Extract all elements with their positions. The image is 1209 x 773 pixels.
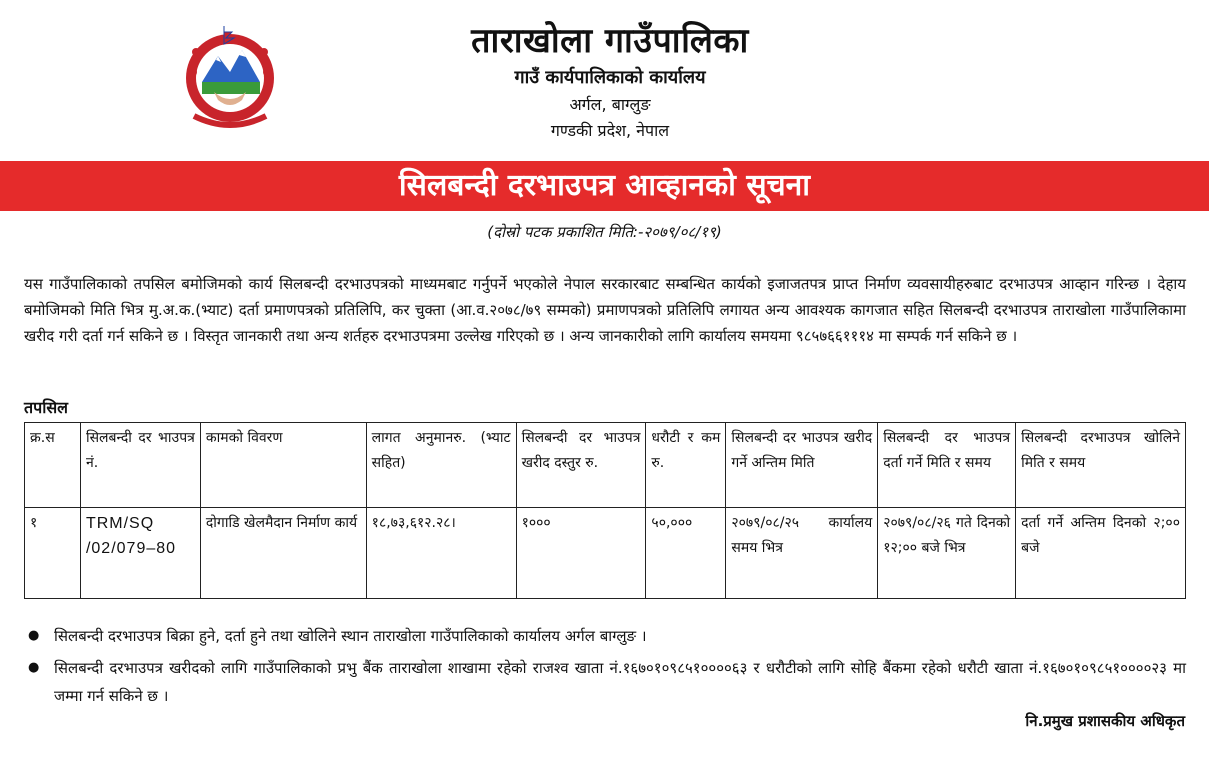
bullet-icon: ● <box>28 628 40 643</box>
bullet-icon: ● <box>28 660 40 675</box>
office-subtitle: गाउँ कार्यपालिकाको कार्यालय <box>514 67 706 88</box>
note-text: सिलबन्दी दरभाउपत्र खरीदको लागि गाउँपालिकाको प्रभु बैंक ताराखोला शाखामा रहेको राजश्व खाता नं.१६७०१०९८५१००००६३ र धरौटीको लागि सोहि बैंकमा रहेको धरौटी खाता नं.१६७०१०९८५१००००२३ मा जम्मा गर्न सकिने छ । <box>54 659 1186 705</box>
letterhead-text <box>330 18 890 144</box>
office-name: ताराखोला गाउँपालिका <box>471 21 749 61</box>
nepal-government-emblem-icon <box>178 22 282 134</box>
header-purchase-deadline: सिलबन्दी दर भाउपत्र खरीद गर्ने अन्तिम मिति <box>726 423 878 508</box>
cell-purchase-deadline: २०७९/०८/२५ कार्यालय समय भित्र <box>726 508 878 599</box>
notes-list <box>24 622 1186 714</box>
schedule-title: तपसिल <box>24 398 69 417</box>
table-row <box>25 508 1186 599</box>
cell-opening-date: दर्ता गर्ने अन्तिम दिनको २;०० बजे <box>1016 508 1186 599</box>
letterhead <box>0 0 1209 160</box>
header-serial: क्र.स <box>25 423 81 508</box>
cell-cost-estimate: १८,७३,६१२.२८। <box>366 508 516 599</box>
header-registration-date: सिलबन्दी दर भाउपत्र दर्ता गर्ने मिति र समय <box>878 423 1016 508</box>
signature-line: नि.प्रमुख प्रशासकीय अधिकृत <box>1025 712 1185 730</box>
publication-date: (दोस्रो पटक प्रकाशित मिति:-२०७९/०८/१९) <box>487 223 722 241</box>
tender-schedule-table <box>24 422 1186 599</box>
header-cost-estimate: लागत अनुमानरु. (भ्याट सहित) <box>366 423 516 508</box>
cell-bid-number: TRM/SQ /02/079–80 <box>80 508 200 599</box>
header-work-description: कामको विवरण <box>200 423 366 508</box>
list-item <box>24 622 1186 650</box>
cell-serial: १ <box>25 508 81 599</box>
notice-title-banner: सिलबन्दी दरभाउपत्र आव्हानको सूचना <box>0 161 1209 211</box>
address-line-2: गण्डकी प्रदेश, नेपाल <box>550 121 670 140</box>
cell-work-description: दोगाडि खेलमैदान निर्माण कार्य <box>200 508 366 599</box>
cell-deposit: ५०,००० <box>646 508 726 599</box>
header-bid-number: सिलबन्दी दर भाउपत्र नं. <box>80 423 200 508</box>
address-line-1: अर्गल, बाग्लुङ <box>569 95 651 114</box>
list-item <box>24 654 1186 710</box>
note-text: सिलबन्दी दरभाउपत्र बिक्रा हुने, दर्ता हुने तथा खोलिने स्थान ताराखोला गाउँपालिकाको कार्यालय अर्गल बाग्लुङ । <box>54 627 647 645</box>
header-opening-date: सिलबन्दी दरभाउपत्र खोलिने मिति र समय <box>1016 423 1186 508</box>
header-purchase-fee: सिलबन्दी दर भाउपत्र खरीद दस्तुर रु. <box>516 423 646 508</box>
cell-registration-date: २०७९/०८/२६ गते दिनको १२;०० बजे भित्र <box>878 508 1016 599</box>
table-header-row <box>25 423 1186 508</box>
cell-purchase-fee: १००० <box>516 508 646 599</box>
header-deposit: धरौटी र कम रु. <box>646 423 726 508</box>
notice-body: यस गाउँपालिकाको तपसिल बमोजिमको कार्य सिलबन्दी दरभाउपत्रको माध्यमबाट गर्नुपर्ने भएकोले नेपाल सरकारबाट सम्बन्धित कार्यको इजाजतपत्र प्राप्त निर्माण व्यवसायीहरुबाट दरभाउपत्र आव्हान गरिन्छ । देहाय बमोजिमको मिति भित्र मु.अ.क.(भ्याट) दर्ता प्रमाणपत्रको प्रतिलिपि, कर चुक्ता (आ.व.२०७८/७९ सम्मको) प्रमाणपत्रको प्रतिलिपि लगायत अन्य आवश्यक कागजात सहित सिलबन्दी दरभाउपत्र ताराखोला गाउँपालिकामा खरीद गरी दर्ता गर्न सकिने छ । विस्तृत जानकारी तथा अन्य शर्तहरु दरभाउपत्रमा उल्लेख गरिएको छ । अन्य जानकारीको लागि कार्यालय समयमा ९८५७६६१११४ मा सम्पर्क गर्न सकिने छ । <box>24 275 1186 345</box>
